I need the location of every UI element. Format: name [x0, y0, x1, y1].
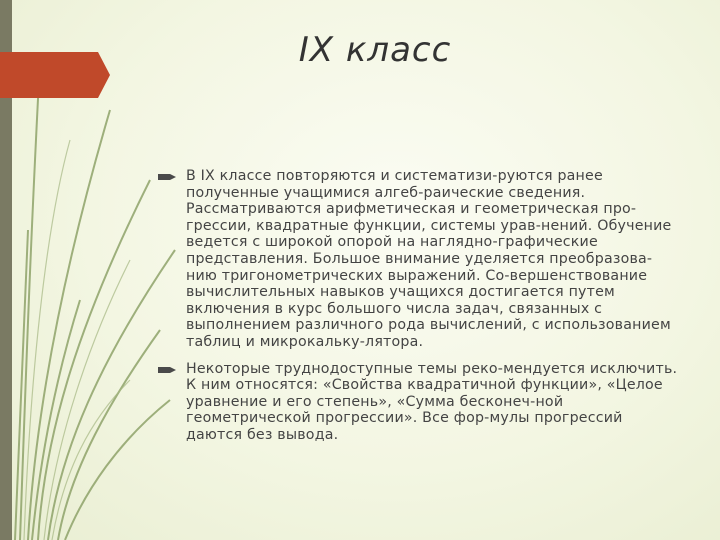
title-banner [0, 52, 110, 98]
bullet-text: Некоторые труднодоступные темы реко-мендуется исключить. К ним относятся: «Свойства квадратичной функции», «Целое уравнение и его степень», «Сумма бесконеч-ной геометрической прогрессии». Все фор-мулы прогрессий даются без вывода. [186, 360, 678, 443]
banner-shape [0, 52, 110, 98]
bullet-text: В IX классе повторяются и систематизи-руются ранее полученные учащимися алгеб-раические сведения. Рассматриваются арифметическая и геометрическая про-грессии, квадратные функции, системы урав-нений. Обучение ведется с широкой опорой на наглядно-графические представления. Большое внимание уделяется преобразова-нию тригонометрических выражений. Со-вершенствование вычислительных навыков учащихся достигается путем включения в курс большого числа задач, связанных с выполнением различного рода вычислений, с использованием таблиц и микрокальку-лятора. [186, 168, 672, 350]
bullet-item [158, 168, 680, 351]
bullet-list [158, 168, 680, 454]
pen-bullet-icon [158, 171, 176, 183]
pen-bullet-icon [158, 364, 176, 376]
bullet-item [158, 361, 680, 444]
slide-title: IX класс [298, 30, 452, 70]
